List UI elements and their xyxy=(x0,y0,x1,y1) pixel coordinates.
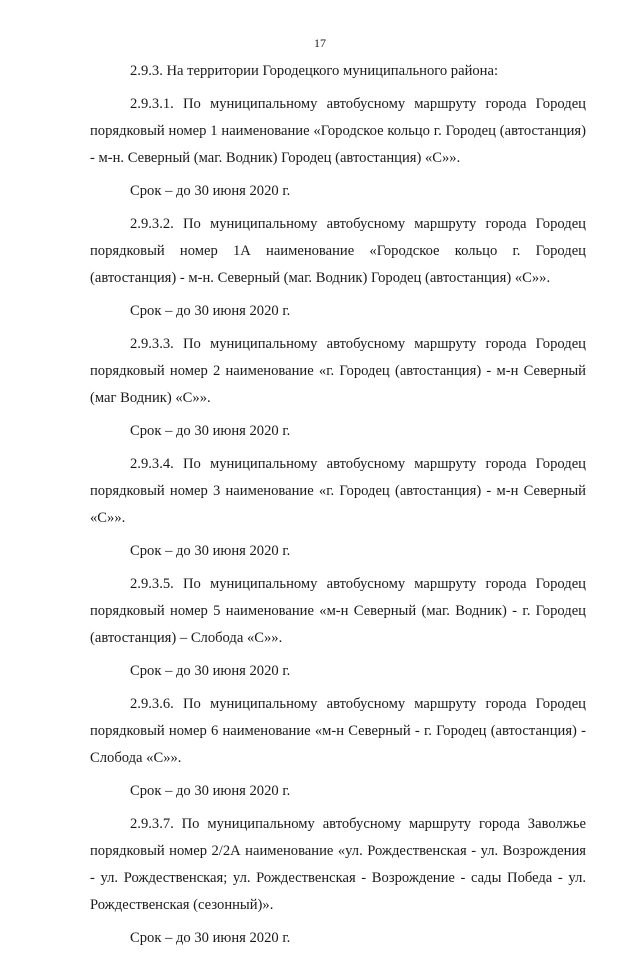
item-text-2-9-3-6: 2.9.3.6. По муниципальному автобусному маршруту города Городец порядковый номер 6 наименование «м-н Северный - г. Городец (автостанция) - Слобода «С»». xyxy=(90,696,586,766)
item-text-2-9-3-5: 2.9.3.5. По муниципальному автобусному маршруту города Городец порядковый номер 5 наименование «м-н Северный (маг. Водник) - г. Городец (автостанция) – Слобода «С»». xyxy=(90,576,586,646)
item-deadline-2-9-3-6: Срок – до 30 июня 2020 г. xyxy=(130,783,291,799)
item-text-2-9-3-7: 2.9.3.7. По муниципальному автобусному маршруту города Заволжье порядковый номер 2/2А наименование «ул. Рождественская - ул. Возрождения - ул. Рождественская; ул. Рождественская - Возрождение - сады Победа - ул. Рождественская (сезонный)». xyxy=(90,816,586,913)
item-deadline-2-9-3-2: Срок – до 30 июня 2020 г. xyxy=(130,303,291,319)
item-text-2-9-3-1: 2.9.3.1. По муниципальному автобусному маршруту города Городец порядковый номер 1 наименование «Городское кольцо г. Городец (автостанция) - м-н. Северный (маг. Водник) Городец (автостанция) «С»». xyxy=(90,96,586,166)
item-deadline-2-9-3-1: Срок – до 30 июня 2020 г. xyxy=(130,183,291,199)
item-text-2-9-3-4: 2.9.3.4. По муниципальному автобусному маршруту города Городец порядковый номер 3 наименование «г. Городец (автостанция) - м-н Северный «С»». xyxy=(90,456,586,526)
section-heading: 2.9.3. На территории Городецкого муниципального района: xyxy=(130,63,499,79)
item-deadline-2-9-3-4: Срок – до 30 июня 2020 г. xyxy=(130,543,291,559)
item-deadline-2-9-3-3: Срок – до 30 июня 2020 г. xyxy=(130,423,291,439)
item-deadline-2-9-3-7: Срок – до 30 июня 2020 г. xyxy=(130,930,291,946)
item-text-2-9-3-3: 2.9.3.3. По муниципальному автобусному маршруту города Городец порядковый номер 2 наименование «г. Городец (автостанция) - м-н Северный (маг Водник) «С»». xyxy=(90,336,586,406)
item-deadline-2-9-3-5: Срок – до 30 июня 2020 г. xyxy=(130,663,291,679)
page-number: 17 xyxy=(314,36,326,50)
item-text-2-9-3-2: 2.9.3.2. По муниципальному автобусному маршруту города Городец порядковый номер 1А наименование «Городское кольцо г. Городец (автостанция) - м-н. Северный (маг. Водник) Городец (автостанция) «С»». xyxy=(90,216,586,286)
document-body xyxy=(90,58,586,958)
